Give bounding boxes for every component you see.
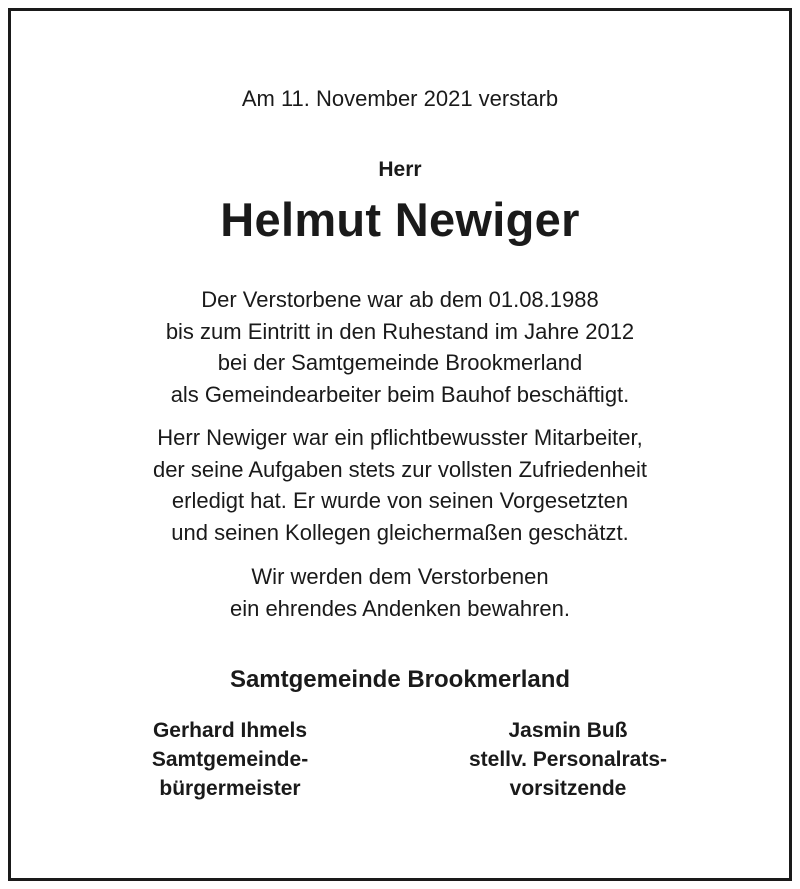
paragraph-line: und seinen Kollegen gleichermaßen geschätzt. (171, 519, 629, 545)
paragraph-line: bei der Samtgemeinde Brookmerland (217, 350, 583, 375)
employment-paragraph (0, 284, 800, 410)
death-date-intro: Am 11. November 2021 verstarb (241, 86, 559, 111)
paragraph-line: Herr Newiger war ein pflichtbewusster Mitarbeiter, (157, 425, 643, 450)
signer-title: bürgermeister (159, 777, 301, 800)
remembrance-paragraph (0, 561, 800, 624)
paragraph-line: erledigt hat. Er wurde von seinen Vorgesetzten (171, 488, 629, 513)
signer-name: Gerhard Ihmels (152, 719, 308, 742)
paragraph-line: Wir werden dem Verstorbenen (251, 564, 549, 589)
signer-staff-council (418, 716, 718, 803)
signer-name: Jasmin Buß (508, 719, 628, 742)
paragraph-line: ein ehrendes Andenken bewahren. (229, 595, 571, 621)
paragraph-line: bis zum Eintritt in den Ruhestand im Jahre 2012 (165, 318, 635, 344)
organization-name: Samtgemeinde Brookmerland (229, 666, 571, 693)
paragraph-line: Der Verstorbene war ab dem 01.08.1988 (201, 287, 599, 312)
paragraph-line: der seine Aufgaben stets zur vollsten Zufriedenheit (152, 456, 648, 482)
signer-title: Samtgemeinde- (151, 748, 309, 771)
paragraph-line: als Gemeindearbeiter beim Bauhof beschäftigt. (170, 381, 630, 407)
signer-title: vorsitzende (509, 777, 627, 800)
signer-mayor (80, 716, 380, 803)
deceased-name: Helmut Newiger (220, 193, 580, 246)
signer-title: stellv. Personalrats- (468, 748, 668, 771)
tribute-paragraph (0, 422, 800, 548)
salutation: Herr (378, 158, 422, 181)
